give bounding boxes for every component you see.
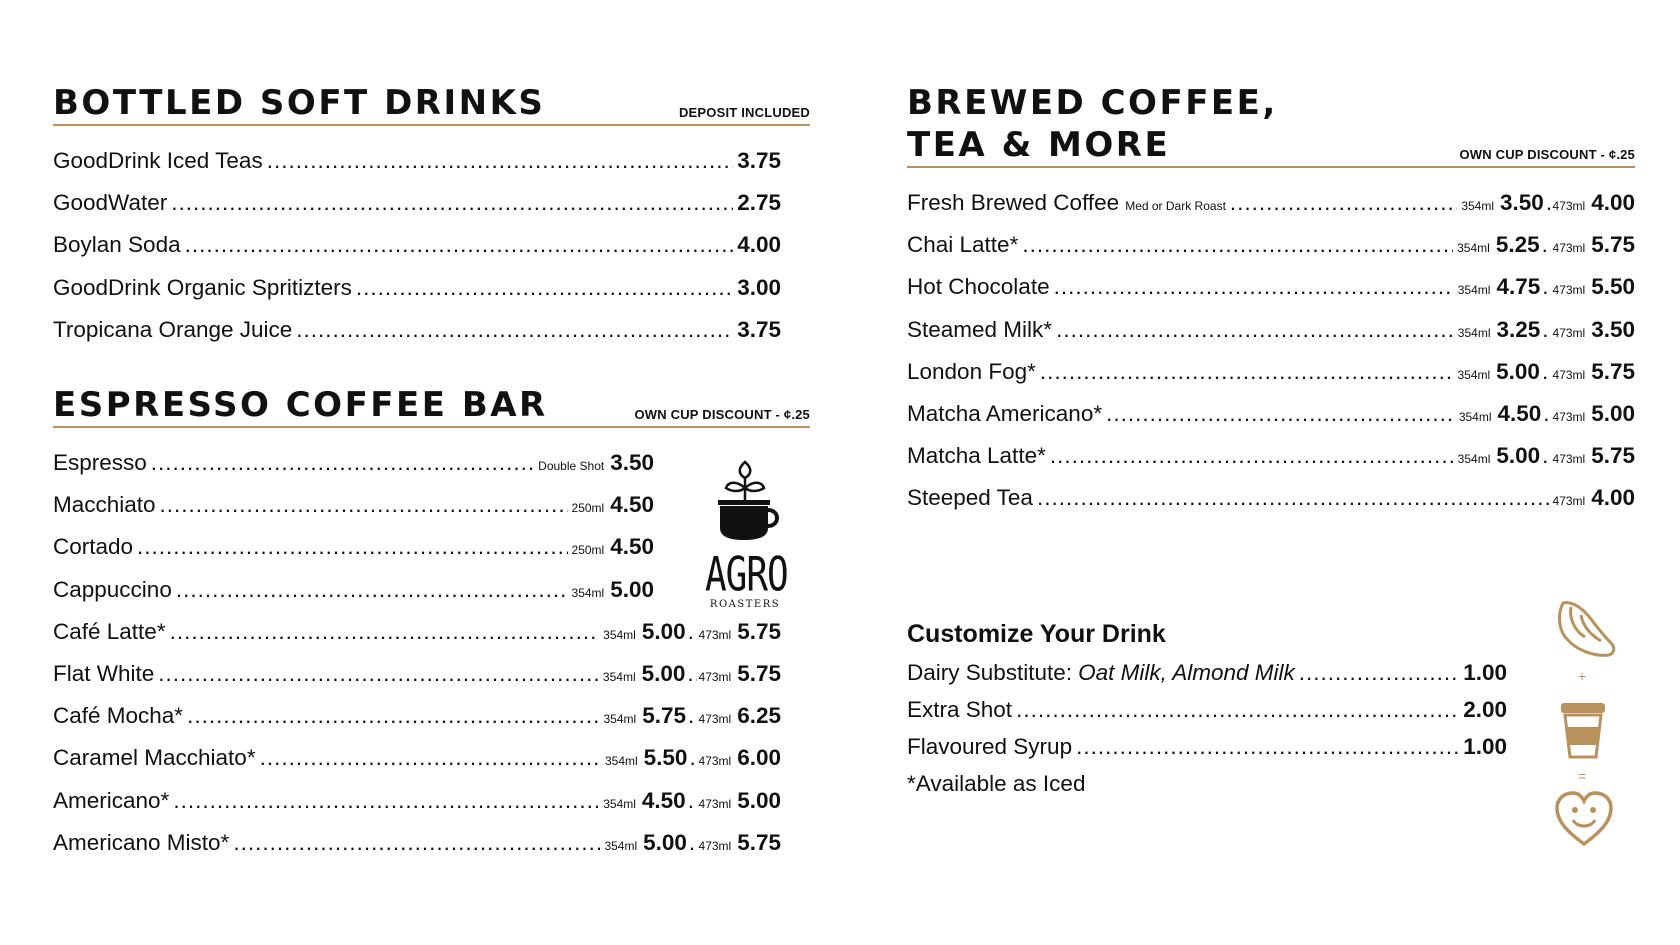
bottled-list bbox=[53, 148, 781, 359]
bottled-header bbox=[53, 82, 810, 126]
bottled-section bbox=[53, 82, 810, 359]
menu-item: Extra Shot ..... 2.00 bbox=[907, 697, 1507, 734]
menu-item: Café Latte* ..... 354ml 5.00 ..... 473ml 5.75 bbox=[53, 619, 781, 661]
menu-item: Caramel Macchiato* ..... 354ml 5.50 ..... 473ml 6.00 bbox=[53, 745, 781, 787]
espresso-header bbox=[53, 384, 810, 428]
menu-item: Tropicana Orange Juice ..... 3.75 bbox=[53, 317, 781, 359]
menu-item: Steamed Milk* ..... 354ml 3.25 ..... 473ml 3.50 bbox=[907, 317, 1635, 359]
menu-item: Steeped Tea ..... 473ml 4.00 bbox=[907, 485, 1635, 527]
brewed-list bbox=[907, 190, 1635, 528]
menu-item: Macchiato ..... 250ml 4.50 bbox=[53, 492, 654, 534]
menu-item: Hot Chocolate ..... 354ml 4.75 ..... 473ml 5.50 bbox=[907, 274, 1635, 316]
brewed-note: OWN CUP DISCOUNT - ¢.25 bbox=[1459, 147, 1635, 162]
logo-subtitle: ROASTERS bbox=[709, 599, 781, 610]
heart-smile-icon bbox=[1553, 790, 1615, 848]
agro-roasters-logo bbox=[705, 460, 788, 610]
equals-sign: = bbox=[1578, 768, 1587, 784]
coffee-plant-cup-icon bbox=[708, 460, 782, 544]
espresso-note: OWN CUP DISCOUNT - ¢.25 bbox=[634, 407, 810, 422]
menu-item: Fresh Brewed Coffee Med or Dark Roast ..... 354ml 3.50 ..... 473ml 4.00 bbox=[907, 190, 1635, 232]
menu-item: Café Mocha* ..... 354ml 5.75 ..... 473ml 6.25 bbox=[53, 703, 781, 745]
brewed-title-line2: TEA & MORE bbox=[907, 125, 1171, 165]
espresso-title: ESPRESSO COFFEE BAR bbox=[53, 385, 548, 425]
menu-item: GoodDrink Organic Spritizters ..... 3.00 bbox=[53, 275, 781, 317]
menu-item: Matcha Americano* ..... 354ml 4.50 ..... 473ml 5.00 bbox=[907, 401, 1635, 443]
menu-item: Cappuccino ..... 354ml 5.00 bbox=[53, 577, 654, 619]
croissant-icon bbox=[1553, 597, 1617, 661]
menu-item: Chai Latte* ..... 354ml 5.25 ..... 473ml 5.75 bbox=[907, 232, 1635, 274]
menu-item: Matcha Latte* ..... 354ml 5.00 ..... 473ml 5.75 bbox=[907, 443, 1635, 485]
menu-item: London Fog* ..... 354ml 5.00 ..... 473ml 5.75 bbox=[907, 359, 1635, 401]
logo-wordmark: AGRO bbox=[705, 548, 788, 602]
menu-item: GoodWater ..... 2.75 bbox=[53, 190, 781, 232]
menu-item: Flat White ..... 354ml 5.00 ..... 473ml 5.75 bbox=[53, 661, 781, 703]
brewed-title-line1: BREWED COFFEE, bbox=[907, 83, 1278, 123]
menu-item: Dairy Substitute: Oat Milk, Almond Milk ..... 1.00 bbox=[907, 660, 1507, 697]
coffee-cup-icon bbox=[1555, 697, 1611, 761]
customize-title: Customize Your Drink bbox=[907, 620, 1166, 648]
brewed-section bbox=[907, 82, 1635, 528]
bottled-title: BOTTLED SOFT DRINKS bbox=[53, 83, 546, 123]
menu-item: Americano* ..... 354ml 4.50 ..... 473ml 5.00 bbox=[53, 788, 781, 830]
espresso-list bbox=[53, 450, 810, 872]
menu-item: Espresso ..... Double Shot 3.50 bbox=[53, 450, 654, 492]
menu-item: Cortado ..... 250ml 4.50 bbox=[53, 534, 654, 576]
bottled-note: DEPOSIT INCLUDED bbox=[678, 105, 810, 120]
menu-item: Americano Misto* ..... 354ml 5.00 ..... 473ml 5.75 bbox=[53, 830, 781, 872]
plus-sign: + bbox=[1578, 668, 1587, 684]
espresso-section bbox=[53, 384, 810, 872]
brewed-header bbox=[907, 82, 1635, 168]
customize-section bbox=[907, 620, 1507, 808]
menu-item: GoodDrink Iced Teas ..... 3.75 bbox=[53, 148, 781, 190]
menu-item: Boylan Soda ..... 4.00 bbox=[53, 232, 781, 274]
footnote: *Available as Iced bbox=[907, 771, 1086, 796]
menu-item: Flavoured Syrup ..... 1.00 bbox=[907, 734, 1507, 771]
